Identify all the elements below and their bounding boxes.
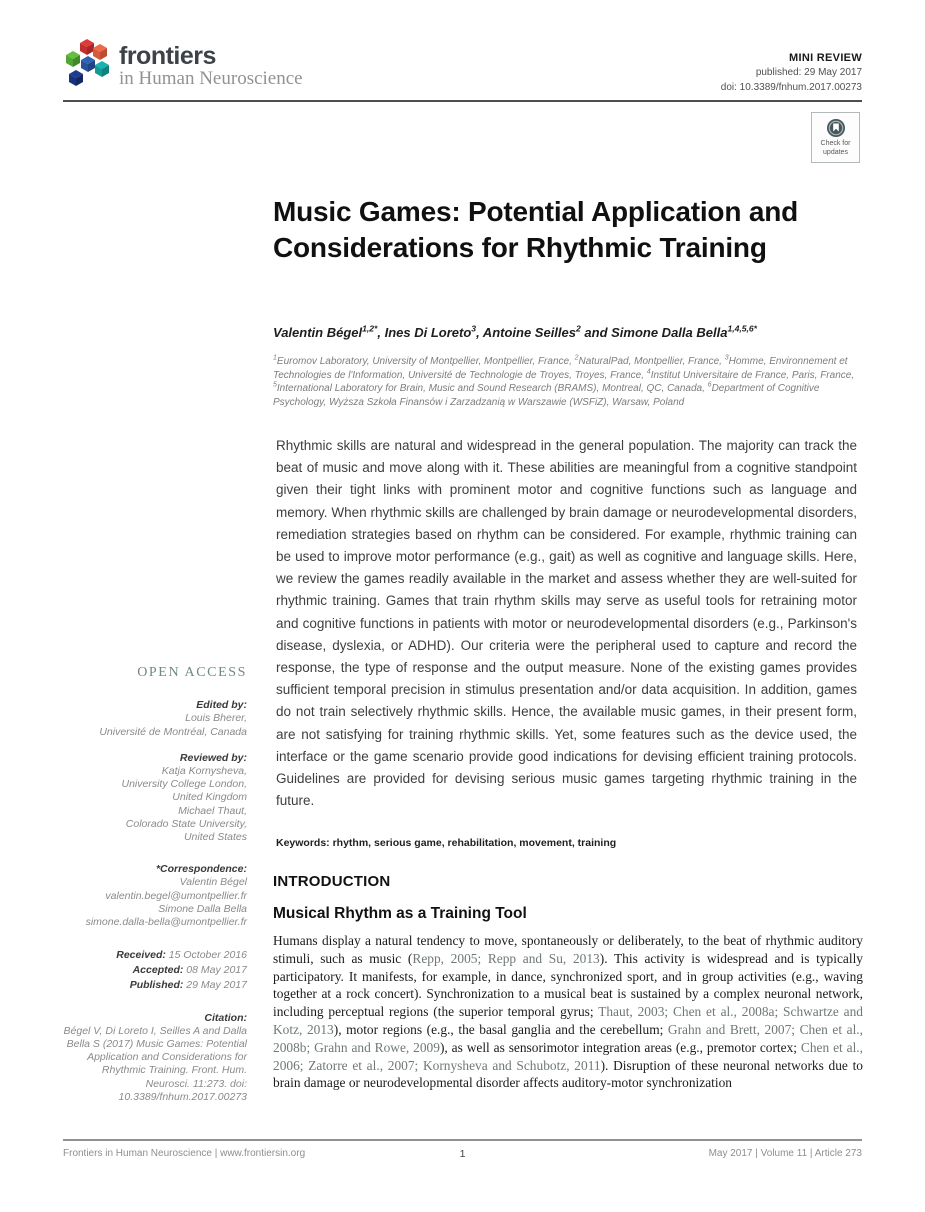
text-run: ). This activity is widespread and is typically participatory. It manifests, for example, in dance, synchronized sport, and in group activities (e.g., waving together at a rock concert). Synchronization to a musical beat is sustained by a complex neuronal network, including perceptual regions (the superior temporal gyrus; bbox=[273, 950, 863, 1020]
author-list bbox=[273, 325, 757, 340]
citation-block bbox=[63, 1012, 247, 1104]
keywords-line: Keywords: rhythm, serious game, rehabilitation, movement, training bbox=[276, 837, 617, 849]
reviewed-by-block bbox=[63, 752, 247, 844]
introduction-paragraph bbox=[273, 932, 863, 1092]
text-run: Euromov Laboratory, University of Montpellier, Montpellier, France, bbox=[276, 356, 575, 367]
text-run: ), motor regions (e.g., the basal ganglia and the cerebellum; bbox=[333, 1021, 668, 1037]
email-link[interactable]: valentin.begel@umontpellier.fr bbox=[105, 889, 247, 902]
superscript: 4 bbox=[646, 368, 651, 376]
text-run: NaturalPad, Montpellier, France, bbox=[578, 356, 725, 367]
accepted-date: Accepted: 08 May 2017 bbox=[132, 964, 247, 977]
received-date: Received: 15 October 2016 bbox=[116, 949, 247, 962]
dates-block bbox=[63, 948, 247, 992]
text-run: Humans display a natural tendency to move, spontaneously or deliberately, to the beat of rhythmic auditory stimuli, such as music ( bbox=[273, 933, 863, 966]
header-divider bbox=[63, 100, 862, 102]
edited-by-block bbox=[63, 699, 247, 739]
correspondent-name: Simone Dalla Bella bbox=[158, 902, 247, 915]
doi-text: doi: 10.3389/fnhum.2017.00273 bbox=[720, 82, 862, 93]
footer-journal-url[interactable]: Frontiers in Human Neuroscience | www.frontiersin.org bbox=[63, 1148, 306, 1159]
superscript: 3 bbox=[471, 323, 477, 334]
check-for-updates-badge[interactable] bbox=[811, 112, 860, 163]
editor-affiliation: Université de Montréal, Canada bbox=[99, 725, 247, 738]
citation-link[interactable]: Chen et al., 2006; Zatorre et al., 2007; Kornysheva and Schubotz, 2011 bbox=[273, 1039, 864, 1073]
text-run: , Ines Di Loreto bbox=[377, 325, 472, 340]
superscript: 1,4,5,6* bbox=[727, 323, 758, 334]
superscript: 2 bbox=[574, 354, 579, 362]
text-run: Institut Universitaire de France, Paris, France, bbox=[650, 369, 855, 381]
text-run: , Antoine Seilles bbox=[476, 325, 576, 340]
correspondence-block bbox=[63, 863, 247, 929]
published-date-side: Published: 29 May 2017 bbox=[129, 978, 247, 991]
subsection-heading: Musical Rhythm as a Training Tool bbox=[273, 905, 527, 922]
citation-link[interactable]: Grahn and Brett, 2007; Chen et al., 2008b; Grahn and Rowe, 2009 bbox=[273, 1021, 863, 1055]
superscript: 2 bbox=[576, 323, 581, 334]
citation-link[interactable]: Repp, 2005; Repp and Su, 2013 bbox=[412, 950, 600, 966]
reviewer-line: University College London, bbox=[121, 778, 247, 791]
correspondent-name: Valentin Bégel bbox=[179, 876, 247, 889]
journal-logo-subtitle: in Human Neuroscience bbox=[119, 68, 303, 89]
email-link[interactable]: simone.dalla-bella@umontpellier.fr bbox=[85, 916, 247, 929]
edited-by-label: Edited by: bbox=[196, 699, 247, 712]
journal-logo bbox=[62, 36, 303, 92]
superscript: 6 bbox=[707, 381, 712, 389]
reviewed-by-label: Reviewed by: bbox=[179, 751, 247, 764]
published-date: published: 29 May 2017 bbox=[755, 67, 862, 78]
superscript: 3 bbox=[724, 354, 729, 362]
article-title: Music Games: Potential Application and Considerations for Rhythmic Training bbox=[273, 196, 799, 263]
citation-text: Bégel V, Di Loreto I, Seilles A and Dalla Bella S (2017) Music Games: Potential Application and Considerations for Rhythmic Training. Front. Hum. Neurosci. 11:273. doi: 10.3389/fnhum.2017.00273 bbox=[63, 1024, 247, 1103]
superscript: 1 bbox=[273, 354, 277, 362]
reviewer-line: United States bbox=[183, 831, 247, 844]
frontiers-cubes-icon bbox=[62, 36, 112, 92]
text-run: ). Disruption of these neuronal networks due to brain damage or neurodevelopmental disorder affects auditory-motor synchronization bbox=[273, 1057, 863, 1091]
superscript: 5 bbox=[273, 381, 277, 389]
reviewer-line: Michael Thaut, bbox=[178, 804, 247, 817]
correspondence-label: *Correspondence: bbox=[155, 863, 247, 876]
citation-label: Citation: bbox=[204, 1011, 247, 1024]
journal-logo-title: frontiers bbox=[119, 42, 216, 70]
abstract-text: Rhythmic skills are natural and widespread in the general population. The majority can track the beat of music and move along with it. These abilities are meaningful from a cognitive standpoint given their tight links with prominent motor and cognitive functions such as language and memory. When rhythmic skills are challenged by brain damage or neurodevelopmental disorders, remediation strategies based on rhythm can be considered. For example, rhythmic training can be used to improve motor performance (e.g., gait) as well as cognitive and language skills. Here, we review the games readily available in the market and assess whether they are well-suited for rhythmic training. Games that train rhythm skills may serve as useful tools for retraining motor and cognitive functions in patients with motor or neurodevelopmental disorders (e.g., Parkinson's disease, dyslexia, or ADHD). Our criteria were the peripheral used to capture and record the response, the type of response and the output measure. None of the existing games provides sufficient temporal precision in stimulus presentation and/or data acquisition. In addition, games do not train selectively rhythmic skills. Hence, the available music games, in their present form, are not satisfying for training rhythmic skills. Yet, some features such as the device used, the interface or the game scenario provide good indications for devising efficient training protocols. Guidelines are provided for devising serious music games targeting rhythmic training in the future. bbox=[276, 438, 857, 809]
open-access-label: OPEN ACCESS bbox=[137, 665, 247, 680]
superscript: 1,2* bbox=[362, 323, 378, 334]
text-run: and Simone Dalla Bella bbox=[580, 325, 728, 340]
footer-divider bbox=[63, 1139, 862, 1141]
text-run: Valentin Bégel bbox=[273, 325, 363, 340]
citation-link[interactable]: Thaut, 2003; Chen et al., 2008a; Schwartze and Kotz, 2013 bbox=[273, 1004, 863, 1037]
footer-issue-info: May 2017 | Volume 11 | Article 273 bbox=[708, 1148, 862, 1159]
reviewer-line: United Kingdom bbox=[172, 791, 247, 804]
reviewer-line: Colorado State University, bbox=[125, 817, 247, 830]
article-info-sidebar bbox=[63, 666, 247, 1117]
check-updates-text: Check for updates bbox=[820, 140, 851, 156]
text-run: ), as well as sensorimotor integration areas (e.g., premotor cortex; bbox=[439, 1039, 801, 1055]
article-type-label: MINI REVIEW bbox=[789, 52, 862, 64]
text-run: Department of Cognitive Psychology, Wyższa Szkoła Finansów i Zarzadzanią w Warszawie (WSFiZ), Warsaw, Poland bbox=[273, 383, 820, 408]
section-heading-introduction: INTRODUCTION bbox=[273, 873, 391, 890]
editor-name: Louis Bherer, bbox=[185, 712, 247, 725]
affiliations bbox=[273, 355, 862, 409]
page-number: 1 bbox=[459, 1148, 466, 1160]
header-meta bbox=[721, 52, 862, 94]
text-run: International Laboratory for Brain, Music and Sound Research (BRAMS), Montreal, QC, Canada, bbox=[276, 383, 708, 395]
text-run: Homme, Environnement et Technologies de l'Information, Université de Technologie de Troyes, Troyes, France, bbox=[273, 356, 848, 381]
reviewer-line: Katja Kornysheva, bbox=[161, 765, 247, 778]
crossmark-icon bbox=[826, 118, 846, 138]
